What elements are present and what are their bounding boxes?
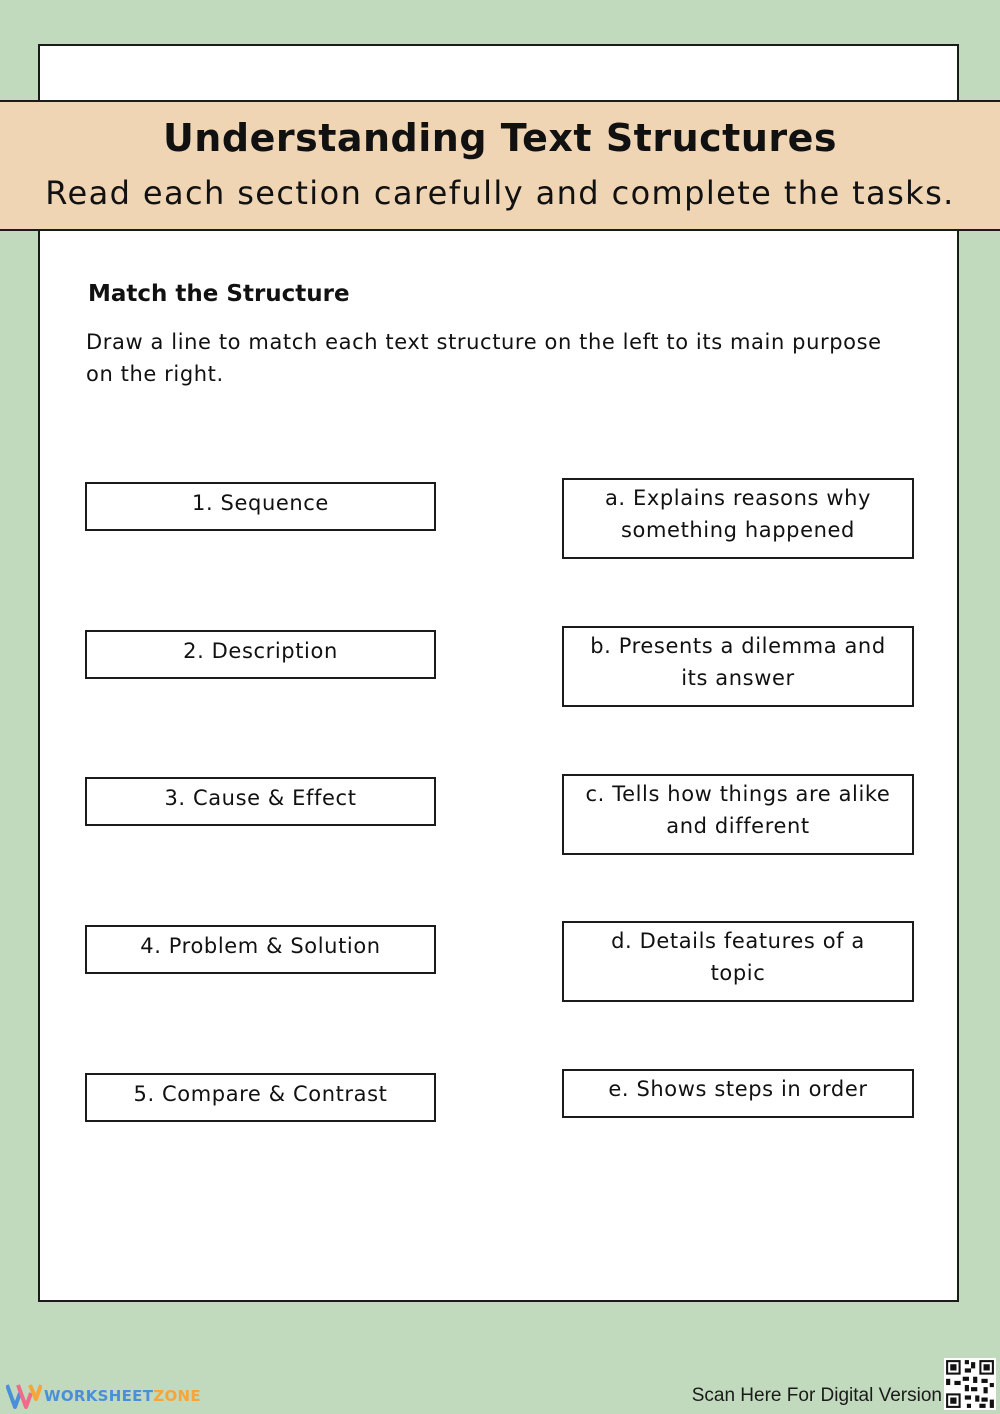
right-item-b: b. Presents a dilemma and its answer (562, 626, 914, 707)
left-item-compare-contrast: 5. Compare & Contrast (85, 1073, 436, 1122)
logo-w-icon (6, 1383, 42, 1409)
page-subtitle: Read each section carefully and complete the tasks. (45, 174, 955, 212)
logo-text-worksheet: WORKSHEET (44, 1387, 154, 1405)
left-item-description: 2. Description (85, 630, 436, 679)
logo-text-zone: ZONE (153, 1387, 201, 1405)
worksheetzone-logo[interactable] (6, 1382, 201, 1410)
left-item-cause-effect: 3. Cause & Effect (85, 777, 436, 826)
right-item-d: d. Details features of a topic (562, 921, 914, 1002)
logo-text (44, 1387, 201, 1405)
left-item-problem-solution: 4. Problem & Solution (85, 925, 436, 974)
right-item-c: c. Tells how things are alike and different (562, 774, 914, 855)
section-title: Match the Structure (88, 281, 350, 307)
qr-code-icon[interactable] (944, 1358, 996, 1410)
scan-here-text: Scan Here For Digital Version (691, 1385, 942, 1406)
right-item-e: e. Shows steps in order (562, 1069, 914, 1118)
right-item-a: a. Explains reasons why something happened (562, 478, 914, 559)
section-instructions: Draw a line to match each text structure on the left to its main purpose on the right. (86, 330, 882, 386)
page-title: Understanding Text Structures (162, 116, 838, 160)
left-item-sequence: 1. Sequence (85, 482, 436, 531)
header-banner (0, 100, 1000, 231)
